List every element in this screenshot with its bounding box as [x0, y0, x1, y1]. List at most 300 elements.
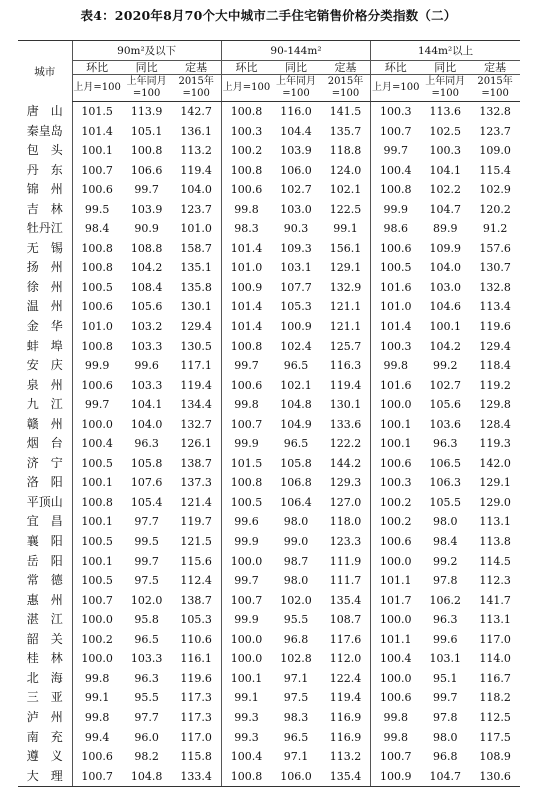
index-value: 100.1 — [371, 415, 421, 435]
index-value: 99.8 — [371, 708, 421, 728]
city-name: 三 亚 — [26, 690, 63, 705]
index-value: 114.5 — [479, 554, 511, 568]
index-value: 99.5 — [134, 535, 159, 549]
index-value: 100.7 — [72, 767, 122, 787]
sub-header-label: 定基 — [172, 61, 222, 75]
index-value: 108.9 — [479, 750, 511, 764]
index-value: 114.0 — [479, 652, 511, 666]
index-value: 100.4 — [221, 747, 271, 767]
index-value: 99.7 — [72, 395, 122, 415]
table-row — [18, 728, 520, 748]
index-value: 127.0 — [329, 495, 362, 509]
index-value: 130.5 — [180, 339, 212, 353]
index-value: 100.6 — [72, 747, 122, 767]
index-value: 101.4 — [221, 317, 271, 337]
index-value: 101.4 — [221, 239, 271, 259]
index-value: 99.1 — [72, 688, 122, 708]
index-value: 105.8 — [130, 456, 163, 470]
index-value: 100.2 — [371, 512, 421, 532]
index-value: 136.1 — [180, 124, 212, 138]
index-value: 96.3 — [134, 671, 159, 685]
index-value: 100.8 — [221, 161, 271, 181]
index-value: 100.2 — [72, 630, 122, 650]
index-value: 117.6 — [329, 632, 362, 646]
index-value: 100.5 — [72, 278, 122, 298]
index-value: 96.3 — [433, 437, 458, 451]
city-name: 丹 东 — [26, 162, 63, 177]
index-value: 102.5 — [429, 124, 462, 138]
index-value: 99.1 — [333, 222, 358, 236]
index-value: 107.7 — [280, 280, 312, 294]
table-row — [18, 630, 520, 650]
index-value: 103.3 — [130, 378, 163, 392]
group-header-small: 90m²及以下 — [72, 41, 221, 61]
group-header-large: 144m²以上 — [371, 41, 520, 61]
index-value: 105.6 — [429, 398, 462, 412]
index-value: 129.1 — [329, 261, 362, 275]
sub-header-label: 环比 — [221, 61, 271, 75]
index-value: 100.1 — [72, 141, 122, 161]
index-value: 105.1 — [130, 124, 163, 138]
index-value: 100.4 — [371, 649, 421, 669]
index-value: 99.6 — [134, 359, 159, 373]
index-value: 100.9 — [221, 278, 271, 298]
index-value: 117.0 — [479, 632, 511, 646]
city-name: 吉 林 — [26, 201, 63, 216]
index-value: 112.0 — [329, 652, 362, 666]
index-value: 100.8 — [221, 767, 271, 787]
sub-header-note: 上年同月=100 — [420, 75, 470, 102]
index-value: 106.6 — [130, 163, 163, 177]
index-value: 99.8 — [371, 356, 421, 376]
index-value: 103.3 — [130, 339, 163, 353]
index-value: 135.4 — [321, 767, 371, 787]
index-value: 104.1 — [130, 398, 163, 412]
sub-header-label: 同比 — [122, 61, 172, 75]
index-value: 141.7 — [479, 593, 511, 607]
index-value: 99.9 — [371, 200, 421, 220]
group-header-medium: 90-144m² — [221, 41, 370, 61]
index-value: 122.5 — [329, 202, 362, 216]
city-name: 桂 林 — [26, 651, 63, 666]
city-name: 烟 台 — [26, 436, 63, 451]
index-value: 117.3 — [180, 710, 212, 724]
index-value: 129.0 — [479, 495, 511, 509]
index-value: 119.2 — [479, 378, 511, 392]
table-row — [18, 688, 520, 708]
index-value: 96.5 — [283, 730, 309, 744]
index-value: 134.4 — [180, 398, 212, 412]
table-row — [18, 376, 520, 396]
index-value: 130.7 — [479, 261, 511, 275]
index-value: 113.4 — [479, 300, 511, 314]
index-value: 97.5 — [283, 691, 309, 705]
index-value: 100.6 — [371, 532, 421, 552]
index-value: 103.1 — [280, 261, 312, 275]
index-value: 98.0 — [283, 574, 309, 588]
index-value: 103.2 — [130, 320, 163, 334]
index-value: 138.7 — [180, 456, 212, 470]
index-value: 100.6 — [371, 239, 421, 259]
city-name: 南 充 — [26, 729, 63, 744]
index-value: 118.2 — [479, 691, 511, 705]
index-value: 144.2 — [329, 456, 362, 470]
index-value: 129.3 — [329, 476, 362, 490]
index-value: 135.8 — [180, 280, 212, 294]
index-value: 132.9 — [329, 280, 362, 294]
table-row — [18, 337, 520, 357]
table-row — [18, 141, 520, 161]
table-row — [18, 239, 520, 259]
index-value: 103.6 — [429, 417, 462, 431]
index-value: 98.4 — [433, 535, 458, 549]
index-value: 95.5 — [283, 613, 309, 627]
city-name: 金 华 — [26, 319, 63, 334]
sub-header-label: 环比 — [72, 61, 122, 75]
city-name: 徐 州 — [26, 279, 63, 294]
city-name: 岳 阳 — [26, 553, 63, 568]
index-value: 102.1 — [280, 378, 312, 392]
index-value: 99.7 — [221, 571, 271, 591]
city-name: 赣 州 — [26, 416, 63, 431]
index-value: 137.3 — [180, 476, 212, 490]
city-name: 北 海 — [26, 670, 63, 685]
index-value: 97.1 — [283, 750, 309, 764]
index-value: 132.7 — [180, 417, 212, 431]
table-row — [18, 258, 520, 278]
table-row — [18, 767, 520, 787]
index-value: 105.8 — [280, 456, 312, 470]
index-value: 100.0 — [221, 649, 271, 669]
index-value: 133.6 — [329, 417, 362, 431]
index-value: 113.2 — [329, 750, 362, 764]
index-value: 108.4 — [130, 280, 163, 294]
index-value: 91.2 — [482, 222, 508, 236]
index-value: 158.7 — [180, 241, 212, 255]
index-value: 130.1 — [329, 398, 362, 412]
index-value: 104.6 — [429, 300, 462, 314]
index-value: 100.7 — [221, 591, 271, 611]
index-value: 101.5 — [221, 454, 271, 474]
index-value: 108.7 — [329, 613, 362, 627]
sub-header-note: 2015年=100 — [172, 75, 222, 102]
index-value: 100.7 — [72, 591, 122, 611]
index-value: 122.4 — [329, 671, 362, 685]
index-value: 105.6 — [130, 300, 163, 314]
index-value: 96.8 — [433, 750, 458, 764]
index-value: 99.9 — [72, 356, 122, 376]
index-value: 100.1 — [371, 434, 421, 454]
index-value: 100.0 — [72, 610, 122, 630]
index-value: 100.6 — [371, 454, 421, 474]
index-value: 90.9 — [134, 222, 159, 236]
index-value: 115.4 — [479, 163, 511, 177]
index-value: 98.0 — [283, 515, 309, 529]
table-row — [18, 454, 520, 474]
table-row — [18, 552, 520, 572]
table-row — [18, 180, 520, 200]
index-value: 101.6 — [371, 278, 421, 298]
index-value: 119.3 — [479, 437, 511, 451]
table-row — [18, 591, 520, 611]
index-value: 100.8 — [72, 239, 122, 259]
index-value: 97.8 — [433, 574, 458, 588]
index-value: 100.7 — [72, 161, 122, 181]
sub-header-label: 定基 — [321, 61, 371, 75]
index-value: 95.1 — [433, 671, 458, 685]
index-value: 130.1 — [180, 300, 212, 314]
index-value: 100.7 — [221, 415, 271, 435]
index-value: 111.7 — [329, 574, 362, 588]
index-value: 96.5 — [283, 359, 309, 373]
index-value: 96.5 — [283, 437, 309, 451]
sub-header-note: 上月=100 — [72, 75, 122, 102]
table-row — [18, 532, 520, 552]
city-name: 包 头 — [26, 143, 63, 158]
table-row — [18, 122, 520, 142]
index-value: 115.8 — [180, 750, 212, 764]
city-name: 襄 阳 — [26, 534, 63, 549]
index-value: 99.8 — [371, 728, 421, 748]
index-value: 142.7 — [180, 105, 212, 118]
table-row — [18, 161, 520, 181]
index-value: 113.6 — [429, 105, 462, 118]
index-value: 141.5 — [329, 105, 362, 118]
index-value: 119.6 — [479, 320, 511, 334]
index-value: 102.4 — [280, 339, 312, 353]
index-value: 117.0 — [180, 730, 212, 744]
index-value: 101.1 — [371, 571, 421, 591]
index-value: 104.8 — [280, 398, 312, 412]
index-value: 123.7 — [180, 202, 212, 216]
sub-header-label: 同比 — [271, 61, 321, 75]
index-value: 124.0 — [329, 163, 362, 177]
index-value: 101.0 — [180, 222, 212, 236]
sub-header-note: 上年同月=100 — [271, 75, 321, 102]
index-value: 132.8 — [479, 280, 511, 294]
index-value: 105.5 — [429, 495, 462, 509]
index-value: 100.5 — [221, 493, 271, 513]
table-row — [18, 610, 520, 630]
index-value: 100.1 — [72, 473, 122, 493]
index-value: 113.9 — [130, 105, 163, 118]
index-value: 99.6 — [433, 632, 458, 646]
table-row — [18, 434, 520, 454]
index-value: 100.4 — [72, 434, 122, 454]
city-name: 常 德 — [26, 573, 63, 588]
table-row — [18, 708, 520, 728]
index-value: 116.0 — [280, 105, 312, 118]
index-value: 99.7 — [371, 141, 421, 161]
index-value: 101.4 — [72, 122, 122, 142]
index-value: 97.5 — [134, 574, 159, 588]
index-value: 142.0 — [479, 456, 511, 470]
city-name: 湛 江 — [26, 612, 63, 627]
index-value: 100.0 — [72, 649, 122, 669]
sub-header-note: 上月=100 — [221, 75, 271, 102]
city-name: 牡丹江 — [26, 221, 63, 236]
index-value: 101.1 — [371, 630, 421, 650]
index-value: 106.5 — [429, 456, 462, 470]
index-value: 116.9 — [329, 730, 362, 744]
index-value: 96.3 — [134, 437, 159, 451]
index-value: 97.7 — [134, 515, 159, 529]
index-value: 99.7 — [134, 183, 159, 197]
index-value: 118.0 — [329, 515, 362, 529]
index-value: 100.8 — [221, 102, 271, 122]
index-value: 133.4 — [172, 767, 222, 787]
index-value: 99.5 — [72, 200, 122, 220]
index-value: 99.8 — [221, 200, 271, 220]
index-value: 121.5 — [180, 535, 212, 549]
city-name: 宜 昌 — [26, 514, 63, 529]
index-value: 98.0 — [433, 730, 458, 744]
index-value: 100.3 — [371, 473, 421, 493]
index-value: 119.4 — [329, 691, 362, 705]
table-title: 表4：2020年8月70个大中城市二手住宅销售价格分类指数（二） — [80, 8, 457, 23]
index-value: 130.6 — [470, 767, 520, 787]
index-value: 128.4 — [479, 417, 511, 431]
index-value: 96.0 — [134, 730, 159, 744]
index-value: 101.5 — [72, 102, 122, 122]
index-value: 100.6 — [371, 688, 421, 708]
index-value: 119.4 — [180, 378, 212, 392]
index-value: 104.7 — [420, 767, 470, 787]
index-value: 100.0 — [72, 415, 122, 435]
index-value: 119.7 — [180, 515, 212, 529]
index-value: 123.7 — [479, 124, 511, 138]
index-value: 95.5 — [134, 691, 159, 705]
index-value: 105.3 — [180, 613, 212, 627]
index-value: 102.1 — [329, 183, 362, 197]
index-value: 101.7 — [371, 591, 421, 611]
index-value: 99.9 — [221, 434, 271, 454]
index-value: 113.8 — [479, 535, 511, 549]
index-value: 104.9 — [280, 417, 312, 431]
index-value: 100.1 — [429, 320, 462, 334]
index-value: 101.4 — [221, 297, 271, 317]
index-value: 101.0 — [72, 317, 122, 337]
index-value: 100.7 — [371, 747, 421, 767]
index-value: 99.0 — [283, 535, 309, 549]
index-value: 100.5 — [72, 454, 122, 474]
index-value: 100.3 — [371, 102, 421, 122]
table-row — [18, 317, 520, 337]
city-column-header: 城市 — [18, 41, 72, 102]
index-value: 100.5 — [371, 258, 421, 278]
city-name: 锦 州 — [26, 182, 63, 197]
price-index-table — [18, 40, 520, 787]
index-value: 100.1 — [72, 552, 122, 572]
index-value: 98.2 — [134, 750, 159, 764]
index-value: 102.9 — [479, 183, 511, 197]
city-name: 大 理 — [18, 767, 72, 787]
index-value: 98.6 — [371, 219, 421, 239]
index-value: 119.6 — [180, 671, 212, 685]
index-value: 99.8 — [221, 395, 271, 415]
index-value: 99.2 — [433, 359, 458, 373]
index-value: 112.4 — [180, 574, 212, 588]
index-value: 100.8 — [72, 493, 122, 513]
index-value: 101.4 — [371, 317, 421, 337]
index-value: 116.7 — [479, 671, 511, 685]
index-value: 100.8 — [221, 473, 271, 493]
index-value: 113.1 — [479, 515, 511, 529]
index-value: 157.6 — [479, 241, 511, 255]
index-value: 135.1 — [180, 261, 212, 275]
sub-header-label: 定基 — [470, 61, 520, 75]
table-row — [18, 297, 520, 317]
index-value: 100.6 — [72, 180, 122, 200]
index-value: 102.7 — [280, 183, 312, 197]
table-row — [18, 102, 520, 122]
index-value: 102.7 — [429, 378, 462, 392]
index-value: 109.0 — [479, 144, 511, 158]
index-value: 98.0 — [433, 515, 458, 529]
index-value: 100.1 — [72, 512, 122, 532]
index-value: 100.3 — [371, 337, 421, 357]
index-value: 95.8 — [134, 613, 159, 627]
table-row — [18, 219, 520, 239]
index-value: 129.1 — [479, 476, 511, 490]
index-value: 100.5 — [72, 571, 122, 591]
index-value: 108.8 — [130, 241, 163, 255]
table-row — [18, 473, 520, 493]
index-value: 99.9 — [221, 610, 271, 630]
sub-header-label: 同比 — [420, 61, 470, 75]
index-value: 105.3 — [280, 300, 312, 314]
index-value: 100.6 — [221, 180, 271, 200]
index-value: 116.9 — [329, 710, 362, 724]
index-value: 121.1 — [329, 320, 362, 334]
index-value: 107.6 — [130, 476, 163, 490]
index-value: 97.1 — [283, 671, 309, 685]
index-value: 101.0 — [371, 297, 421, 317]
index-value: 101.0 — [221, 258, 271, 278]
index-value: 103.3 — [130, 652, 163, 666]
index-value: 106.3 — [429, 476, 462, 490]
index-value: 97.8 — [433, 710, 458, 724]
table-row — [18, 278, 520, 298]
index-value: 100.4 — [371, 161, 421, 181]
index-value: 99.6 — [221, 512, 271, 532]
index-value: 106.2 — [429, 593, 462, 607]
index-value: 122.2 — [329, 437, 362, 451]
index-value: 110.6 — [180, 632, 212, 646]
index-value: 132.8 — [479, 105, 511, 118]
index-value: 104.2 — [130, 261, 163, 275]
index-value: 100.8 — [72, 337, 122, 357]
city-name: 蚌 埠 — [26, 338, 63, 353]
index-value: 135.7 — [329, 124, 362, 138]
index-value: 99.2 — [433, 554, 458, 568]
index-value: 106.0 — [280, 163, 312, 177]
index-value: 98.3 — [283, 710, 309, 724]
index-value: 138.7 — [180, 593, 212, 607]
sub-header-note: 2015年=100 — [321, 75, 371, 102]
index-value: 123.3 — [329, 535, 362, 549]
index-value: 104.1 — [429, 163, 462, 177]
index-value: 104.0 — [130, 417, 163, 431]
index-value: 118.8 — [329, 144, 362, 158]
index-value: 106.8 — [280, 476, 312, 490]
index-value: 104.0 — [180, 183, 212, 197]
index-value: 100.1 — [221, 669, 271, 689]
city-name: 济 宁 — [26, 455, 63, 470]
index-value: 100.5 — [72, 532, 122, 552]
index-value: 100.0 — [371, 610, 421, 630]
index-value: 100.3 — [221, 122, 271, 142]
